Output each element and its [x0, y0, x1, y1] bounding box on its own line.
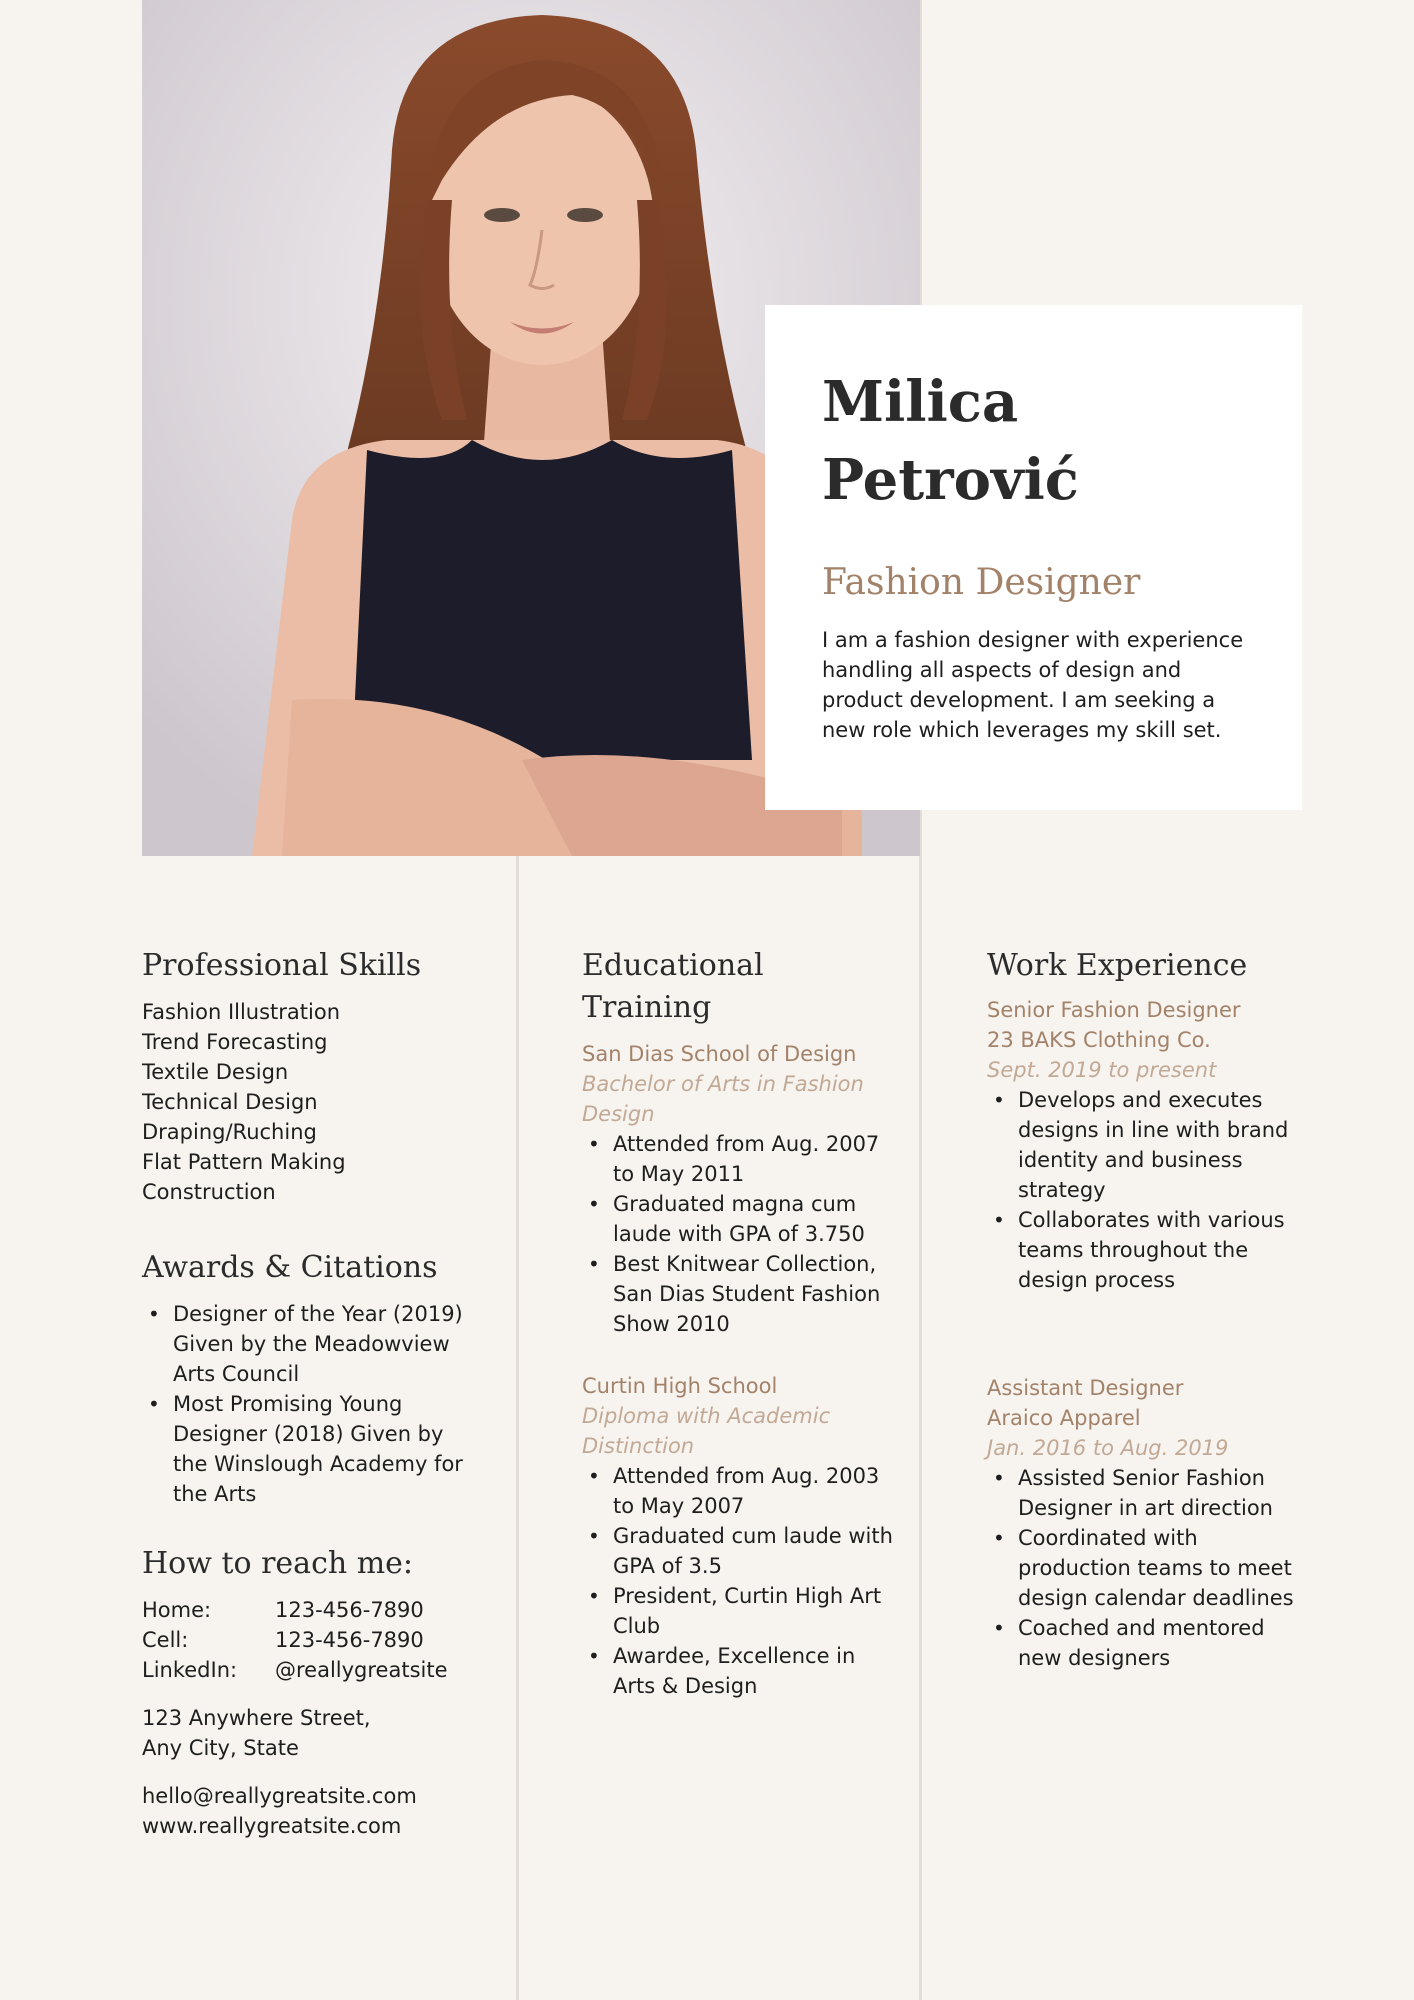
skill-item: Technical Design: [142, 1090, 318, 1114]
address-line: Any City, State: [142, 1736, 299, 1760]
email-link[interactable]: hello@reallygreatsite.com: [142, 1784, 417, 1808]
job-entry: [987, 995, 1317, 1295]
contact-heading: How to reach me:: [142, 1546, 414, 1581]
education-heading: [582, 945, 902, 1029]
name-card: [765, 305, 1302, 810]
award-item: • Designer of the Year (2019) Given by the Meadowview Arts Council: [142, 1299, 472, 1389]
skills-list: [142, 997, 502, 1207]
job-point: • Coached and mentored new designers: [987, 1613, 1312, 1673]
job-point: • Coordinated with production teams to meet design calendar deadlines: [987, 1523, 1312, 1613]
school-points: [582, 1129, 902, 1339]
skill-item: Fashion Illustration: [142, 1000, 341, 1024]
cell-label: Cell:: [142, 1628, 189, 1652]
school-point: • Attended from Aug. 2003 to May 2007: [582, 1461, 902, 1521]
job-entry: [987, 1373, 1317, 1673]
phone-list: [142, 1595, 502, 1685]
school-point: • Best Knitwear Collection, San Dias Student Fashion Show 2010: [582, 1249, 902, 1339]
school-points: [582, 1461, 902, 1701]
education-heading-line: Educational: [582, 948, 764, 983]
linkedin-handle[interactable]: @reallygreatsite: [275, 1658, 448, 1682]
school-name: Curtin High School: [582, 1374, 778, 1398]
job-point: • Assisted Senior Fashion Designer in art direction: [987, 1463, 1312, 1523]
school-point: • Attended from Aug. 2007 to May 2011: [582, 1129, 902, 1189]
middle-column: [582, 945, 902, 1701]
home-label: Home:: [142, 1598, 212, 1622]
job-point: • Collaborates with various teams throughout the design process: [987, 1205, 1317, 1295]
skill-item: Trend Forecasting: [142, 1030, 328, 1054]
left-column: [142, 945, 502, 1841]
job-company: Araico Apparel: [987, 1406, 1141, 1430]
school-name: San Dias School of Design: [582, 1042, 857, 1066]
job-period: Sept. 2019 to present: [987, 1058, 1217, 1082]
contact-row-cell: [142, 1625, 502, 1655]
job-title: Fashion Designer: [822, 562, 1141, 603]
cell-phone[interactable]: 123-456-7890: [275, 1628, 424, 1652]
right-column: [987, 945, 1317, 1673]
linkedin-label: LinkedIn:: [142, 1658, 238, 1682]
contact-row-linkedin: [142, 1655, 502, 1685]
job-title-text: Assistant Designer: [987, 1376, 1184, 1400]
awards-list: [142, 1299, 472, 1509]
job-company: 23 BAKS Clothing Co.: [987, 1028, 1211, 1052]
job-period: Jan. 2016 to Aug. 2019: [987, 1436, 1229, 1460]
skills-heading: Professional Skills: [142, 948, 422, 983]
job-points: [987, 1085, 1317, 1295]
school-degree: Diploma with Academic Distinction: [582, 1404, 831, 1458]
address: [142, 1703, 502, 1763]
online-contacts: [142, 1781, 502, 1841]
skill-item: Textile Design: [142, 1060, 289, 1084]
address-line: 123 Anywhere Street,: [142, 1706, 371, 1730]
job-title-text: Senior Fashion Designer: [987, 998, 1241, 1022]
skill-item: Flat Pattern Making: [142, 1150, 346, 1174]
school-point: • Awardee, Excellence in Arts & Design: [582, 1641, 902, 1701]
school-entry: [582, 1039, 902, 1339]
home-phone[interactable]: 123-456-7890: [275, 1598, 424, 1622]
contact-row-home: [142, 1595, 502, 1625]
last-name: Petrović: [822, 447, 1079, 513]
work-heading: Work Experience: [987, 948, 1248, 983]
school-point: • Graduated magna cum laude with GPA of 3.750: [582, 1189, 902, 1249]
column-divider-left: [516, 855, 519, 2000]
skill-item: Draping/Ruching: [142, 1120, 317, 1144]
first-name: Milica: [822, 369, 1019, 435]
skill-item: Construction: [142, 1180, 276, 1204]
school-point: • Graduated cum laude with GPA of 3.5: [582, 1521, 902, 1581]
bio-text: I am a fashion designer with experience handling all aspects of design and product development. I am seeking a new role which leverages my skill set.: [822, 628, 1244, 742]
website-link[interactable]: www.reallygreatsite.com: [142, 1814, 402, 1838]
school-entry: [582, 1371, 902, 1701]
school-degree: Bachelor of Arts in Fashion Design: [582, 1072, 864, 1126]
job-points: [987, 1463, 1312, 1673]
awards-heading: Awards & Citations: [142, 1250, 438, 1285]
award-item: • Most Promising Young Designer (2018) Given by the Winslough Academy for the Arts: [142, 1389, 472, 1509]
full-name: [822, 363, 1245, 519]
school-point: • President, Curtin High Art Club: [582, 1581, 902, 1641]
job-point: • Develops and executes designs in line with brand identity and business strategy: [987, 1085, 1317, 1205]
education-heading-line: Training: [582, 990, 712, 1025]
